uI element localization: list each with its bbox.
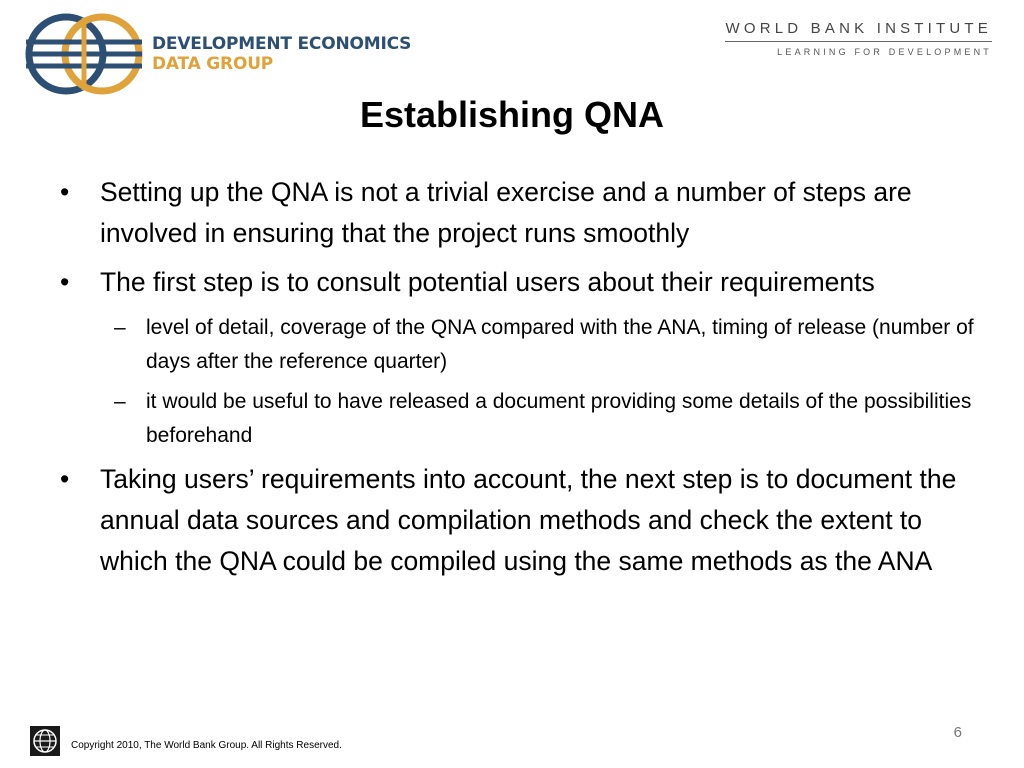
wbi-tagline: LEARNING FOR DEVELOPMENT <box>777 47 992 57</box>
logo-line-2: DATA GROUP <box>152 54 274 74</box>
bullet-marker: • <box>60 177 70 207</box>
bullet-marker: • <box>60 464 70 494</box>
page-number: 6 <box>953 724 962 741</box>
sub-bullet-text: it would be useful to have released a document providing some details of the possibilities beforehand <box>146 390 972 447</box>
copyright-notice: Copyright 2010, The World Bank Group. All Rights Reserved. <box>71 740 342 751</box>
bullet-marker: • <box>60 267 70 297</box>
bullet-item <box>58 459 988 582</box>
sub-bullet-item <box>58 311 988 379</box>
development-economics-logo <box>22 12 412 96</box>
sub-bullet-marker: – <box>114 390 126 413</box>
logo-line-1: DEVELOPMENT ECONOMICS <box>152 34 412 54</box>
sub-bullet-item <box>58 385 988 453</box>
sub-bullet-text: level of detail, coverage of the QNA compared with the ANA, timing of release (number of days after the reference quarter) <box>146 316 974 373</box>
globe-rings-icon <box>22 12 147 96</box>
world-bank-institute-logo <box>725 20 992 57</box>
world-bank-globe-icon <box>30 726 60 756</box>
bullet-text: Setting up the QNA is not a trivial exercise and a number of steps are involved in ensuring that the project runs smoothly <box>100 177 912 248</box>
slide-body <box>58 172 988 590</box>
bullet-item <box>58 262 988 303</box>
bullet-text: The first step is to consult potential users about their requirements <box>100 267 875 297</box>
slide-title: Establishing QNA <box>359 94 665 135</box>
sub-bullet-marker: – <box>114 316 126 339</box>
wbi-name: WORLD BANK INSTITUTE <box>725 20 992 42</box>
bullet-text: Taking users’ requirements into account, the next step is to document the annual data sources and compilation methods and check the extent to which the QNA could be compiled using the same methods as the ANA <box>100 464 957 576</box>
bullet-item <box>58 172 988 254</box>
